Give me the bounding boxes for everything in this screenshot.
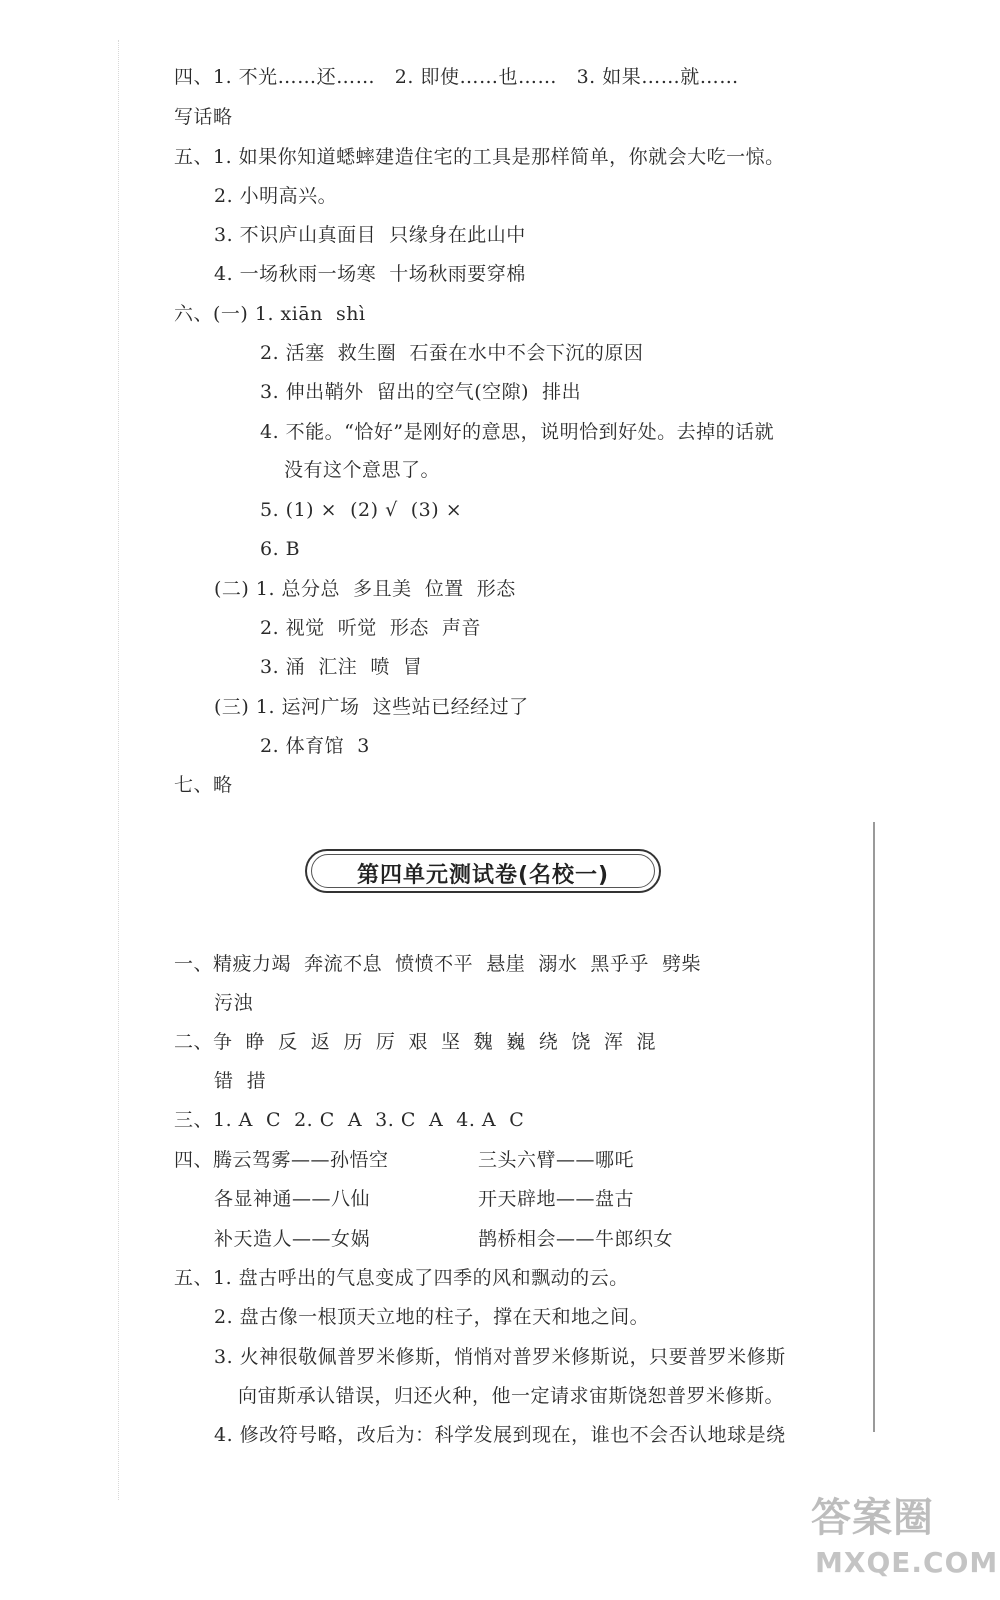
answer-line: 3. 火神很敬佩普罗米修斯，悄悄对普罗米修斯说，只要普罗米修斯 xyxy=(214,1346,786,1368)
answer-line: 错 措 xyxy=(214,1070,267,1092)
answer-line: 四、1. 不光……还…… 2. 即使……也…… 3. 如果……就…… xyxy=(174,66,739,88)
answer-line: 2. 盘古像一根顶天立地的柱子，撑在天和地之间。 xyxy=(214,1306,650,1328)
answer-line: 各显神通——八仙 xyxy=(214,1188,371,1210)
answer-line: 没有这个意思了。 xyxy=(284,459,441,481)
answer-line: 2. 小明高兴。 xyxy=(214,185,338,207)
answer-line: 五、1. 盘古呼出的气息变成了四季的风和飘动的云。 xyxy=(174,1267,629,1289)
answer-line: 四、腾云驾雾——孙悟空 xyxy=(174,1149,389,1171)
answer-line: 七、略 xyxy=(174,774,233,796)
right-margin-rule xyxy=(873,822,875,1432)
answer-line: (三) 1. 运河广场 这些站已经经过了 xyxy=(214,696,529,718)
answer-line: 4. 不能。“恰好”是刚好的意思，说明恰到好处。去掉的话就 xyxy=(260,421,775,443)
answer-line: (二) 1. 总分总 多且美 位置 形态 xyxy=(214,578,516,600)
answer-line: 三、1. A C 2. C A 3. C A 4. A C xyxy=(174,1109,525,1131)
answer-line: 二、争 睁 反 返 历 厉 艰 坚 魏 巍 绕 饶 浑 混 xyxy=(174,1031,657,1053)
answer-line: 3. 涌 汇注 喷 冒 xyxy=(260,656,423,678)
answer-line: 一、精疲力竭 奔流不息 愤愤不平 悬崖 溺水 黑乎乎 劈柴 xyxy=(174,953,701,975)
answer-line: 4. 修改符号略，改后为：科学发展到现在，谁也不会否认地球是绕 xyxy=(214,1424,786,1446)
answer-line: 五、1. 如果你知道蟋蟀建造住宅的工具是那样简单，你就会大吃一惊。 xyxy=(174,146,785,168)
answer-line: 六、(一) 1. xiān shì xyxy=(174,303,366,325)
answer-line: 三头六臂——哪吒 xyxy=(478,1149,635,1171)
left-margin-rule xyxy=(118,40,120,1500)
answer-line: 4. 一场秋雨一场寒 十场秋雨要穿棉 xyxy=(214,263,526,285)
answer-line: 2. 视觉 听觉 形态 声音 xyxy=(260,617,481,639)
answer-line: 补天造人——女娲 xyxy=(214,1228,371,1250)
answer-line: 开天辟地——盘古 xyxy=(478,1188,635,1210)
section-title: 第四单元测试卷(名校一) xyxy=(356,863,610,888)
answer-line: 3. 不识庐山真面目 只缘身在此山中 xyxy=(214,224,526,246)
answer-line: 5. (1) × (2) √ (3) × xyxy=(260,499,463,521)
answer-line: 2. 体育馆 3 xyxy=(260,735,370,757)
section-title-box xyxy=(305,849,661,893)
answer-line: 污浊 xyxy=(214,992,254,1014)
watermark-url: MXQE.COM xyxy=(815,1546,999,1579)
answer-line: 6. B xyxy=(260,538,301,560)
answer-line: 向宙斯承认错误，归还火种，他一定请求宙斯饶恕普罗米修斯。 xyxy=(238,1385,785,1407)
answer-line: 2. 活塞 救生圈 石蚕在水中不会下沉的原因 xyxy=(260,342,644,364)
site-watermark xyxy=(805,1482,999,1594)
answer-line: 3. 伸出鞘外 留出的空气(空隙) 排出 xyxy=(260,381,582,403)
watermark-logo-text: 答案圈 xyxy=(811,1495,934,1541)
answer-line: 鹊桥相会——牛郎织女 xyxy=(478,1228,674,1250)
answer-line: 写话略 xyxy=(174,106,233,128)
